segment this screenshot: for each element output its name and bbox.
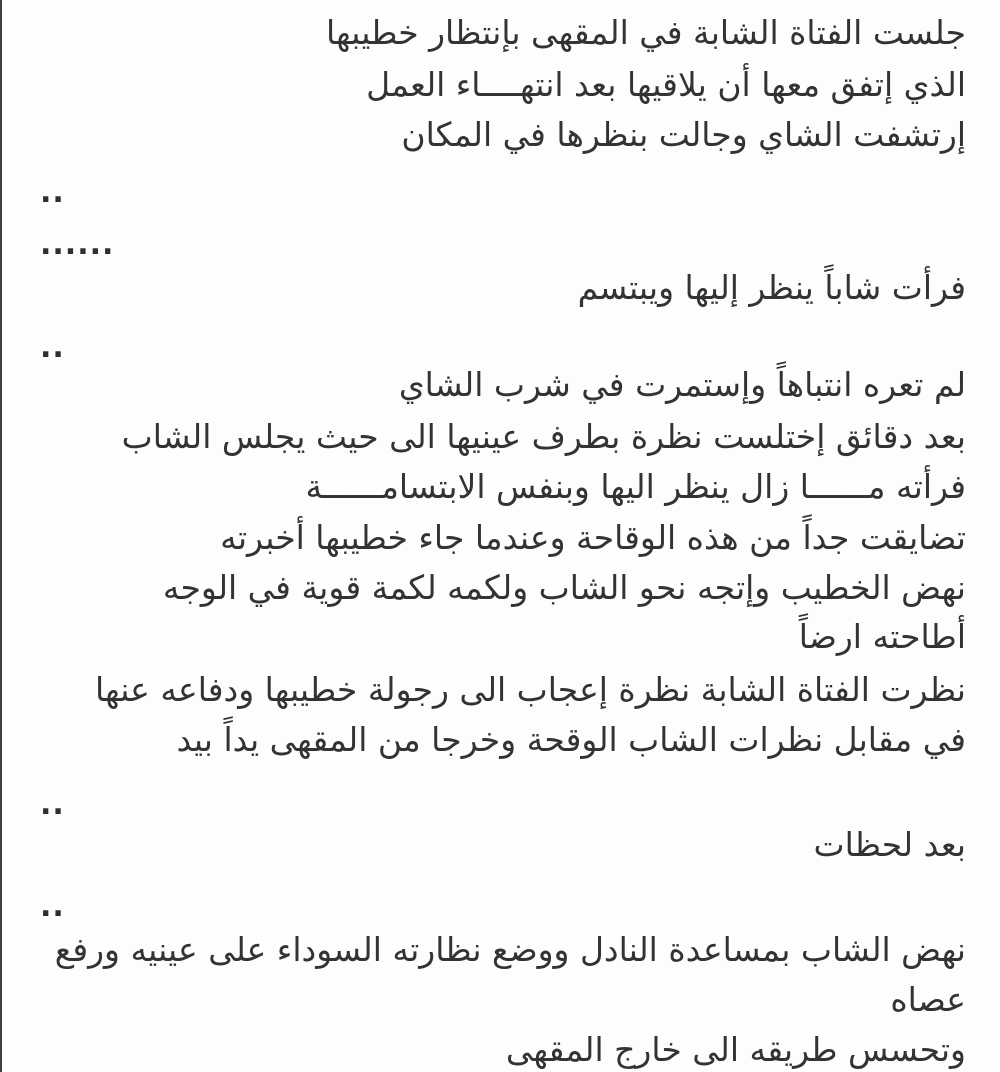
story-line: الذي إتفق معها أن يلاقيها بعد انتهــــاء العمل — [366, 65, 966, 104]
ellipsis-line: ...... — [40, 227, 115, 262]
story-line: فرأت شاباً ينظر إليها ويبتسم — [577, 268, 966, 307]
ellipsis-line: .. — [40, 787, 65, 822]
story-line: وتحسس طريقه الى خارج المقهى — [505, 1030, 966, 1069]
ellipsis-line: .. — [40, 175, 65, 210]
story-line: تضايقت جداً من هذه الوقاحة وعندما جاء خطيبها أخبرته — [220, 518, 966, 557]
story-line: أطاحته ارضاً — [798, 617, 966, 656]
ellipsis-line: .. — [40, 889, 65, 924]
story-line: نهض الشاب بمساعدة النادل ووضع نظارته السوداء على عينيه ورفع — [54, 930, 966, 969]
story-line: فرأته مــــــا زال ينظر اليها وبنفس الابتسامــــــة — [305, 467, 966, 506]
story-line: بعد دقائق إختلست نظرة بطرف عينيها الى حيث يجلس الشاب — [121, 417, 966, 456]
left-edge-border — [0, 0, 2, 1072]
story-line: في مقابل نظرات الشاب الوقحة وخرجا من المقهى يداً بيد — [176, 720, 966, 759]
story-line: إرتشفت الشاي وجالت بنظرها في المكان — [401, 115, 966, 154]
story-line: جلست الفتاة الشابة في المقهى بإنتظار خطيبها — [325, 13, 966, 52]
story-line: نهض الخطيب وإتجه نحو الشاب ولكمه لكمة قوية في الوجه — [162, 568, 966, 607]
ellipsis-line: .. — [40, 330, 65, 365]
story-line: عصاه — [890, 980, 966, 1019]
story-line: لم تعره انتباهاً وإستمرت في شرب الشاي — [398, 365, 966, 404]
story-line: بعد لحظات — [813, 825, 966, 864]
story-line: نظرت الفتاة الشابة نظرة إعجاب الى رجولة خطيبها ودفاعه عنها — [94, 670, 966, 709]
